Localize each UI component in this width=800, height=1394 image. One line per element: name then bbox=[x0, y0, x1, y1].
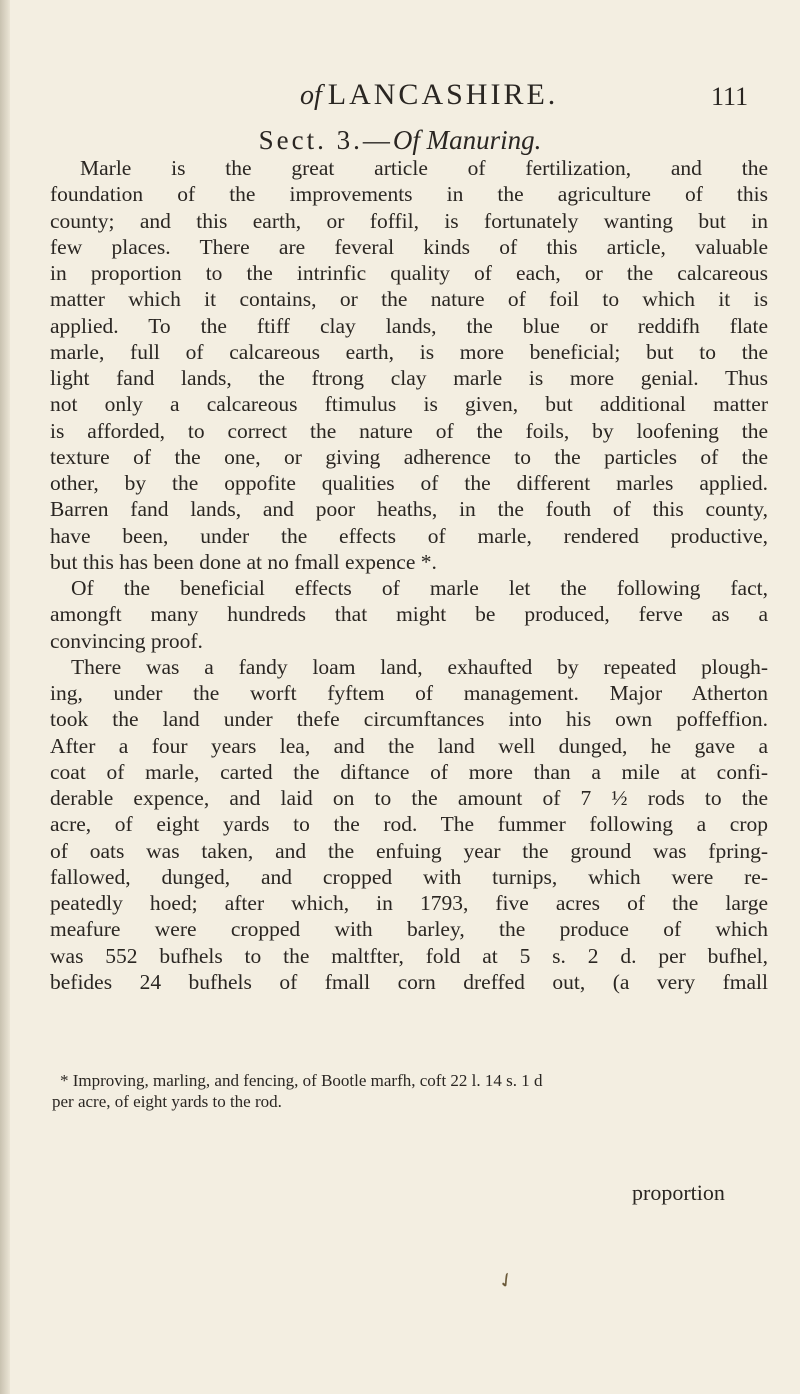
footnote bbox=[52, 1070, 767, 1112]
body-line: There was a fandy loam land, exhaufted by repeated plough- bbox=[71, 654, 768, 679]
body-line: convincing proof. bbox=[50, 628, 203, 653]
body-line: few places. There are feveral kinds of this article, valuable bbox=[50, 234, 768, 259]
body-line: derable expence, and laid on to the amount of 7 ½ rods to the bbox=[50, 786, 768, 810]
body-line: Marle is the great article of fertilization, and the bbox=[80, 156, 768, 180]
body-line: was 552 bufhels to the maltfter, fold at 5 s. 2 d. per bufhel, bbox=[50, 943, 768, 968]
body-line: peatedly hoed; after which, in 1793, five acres of the large bbox=[50, 891, 768, 915]
page-binding-edge bbox=[0, 0, 10, 1394]
stray-ink-mark: ✓ bbox=[493, 1267, 520, 1295]
body-line: applied. To the ftiff clay lands, the blue or reddifh flate bbox=[50, 313, 768, 338]
body-line: is afforded, to correct the nature of the foils, by loofening the bbox=[50, 418, 768, 443]
body-line: meafure were cropped with barley, the produce of which bbox=[50, 917, 768, 942]
body-line: county; and this earth, or foffil, is fortunately wanting but in bbox=[50, 208, 768, 233]
body-line: not only a calcareous ftimulus is given, but additional matter bbox=[50, 392, 768, 417]
body-line: texture of the one, or giving adherence to the particles of the bbox=[50, 444, 768, 469]
catchword: proportion bbox=[632, 1180, 725, 1205]
section-label: Sect. 3.— bbox=[258, 125, 393, 155]
body-line: After a four years lea, and the land well dunged, he gave a bbox=[50, 733, 768, 758]
body-line: ing, under the worft fyftem of management. Major Atherton bbox=[50, 681, 768, 705]
section-topic: Of Manuring. bbox=[392, 125, 542, 155]
body-line: of oats was taken, and the enfuing year the ground was fpring- bbox=[50, 838, 768, 863]
body-line: light fand lands, the ftrong clay marle is more genial. Thus bbox=[50, 366, 768, 390]
running-title-text: LANCASHIRE. bbox=[327, 78, 559, 111]
body-line: foundation of the improvements in the agriculture of this bbox=[50, 182, 768, 207]
body-line: but this has been done at no fmall expence *. bbox=[50, 549, 437, 574]
body-line: amongft many hundreds that might be produced, ferve as a bbox=[50, 602, 768, 627]
body-line: Barren fand lands, and poor heaths, in the fouth of this county, bbox=[50, 497, 768, 522]
body-line: matter which it contains, or the nature of foil to which it is bbox=[50, 287, 768, 312]
section-heading bbox=[0, 125, 800, 156]
running-head bbox=[0, 78, 800, 118]
body-line: took the land under thefe circumftances into his own poffeffion. bbox=[50, 707, 768, 732]
body-line: coat of marle, carted the diftance of more than a mile at confi- bbox=[50, 759, 768, 784]
body-text bbox=[50, 155, 768, 995]
footnote-line: * Improving, marling, and fencing, of Bootle marfh, coft 22 l. 14 s. 1 d bbox=[60, 1071, 543, 1090]
body-line: befides 24 bufhels of fmall corn dreffed out, (a very fmall bbox=[50, 969, 768, 994]
body-line: acre, of eight yards to the rod. The fummer following a crop bbox=[50, 812, 768, 837]
running-title bbox=[300, 78, 558, 112]
body-line: Of the beneficial effects of marle let the following fact, bbox=[71, 576, 768, 600]
footnote-line: per acre, of eight yards to the rod. bbox=[52, 1092, 282, 1111]
running-title-of: of bbox=[300, 80, 322, 111]
body-line: marle, full of calcareous earth, is more beneficial; but to the bbox=[50, 339, 768, 364]
body-line: in proportion to the intrinfic quality of each, or the calcareous bbox=[50, 261, 768, 285]
body-line: have been, under the effects of marle, rendered productive, bbox=[50, 523, 768, 548]
body-line: other, by the oppofite qualities of the different marles applied. bbox=[50, 471, 768, 495]
page-number: 111 bbox=[711, 82, 749, 111]
body-line: fallowed, dunged, and cropped with turnips, which were re- bbox=[50, 864, 768, 889]
